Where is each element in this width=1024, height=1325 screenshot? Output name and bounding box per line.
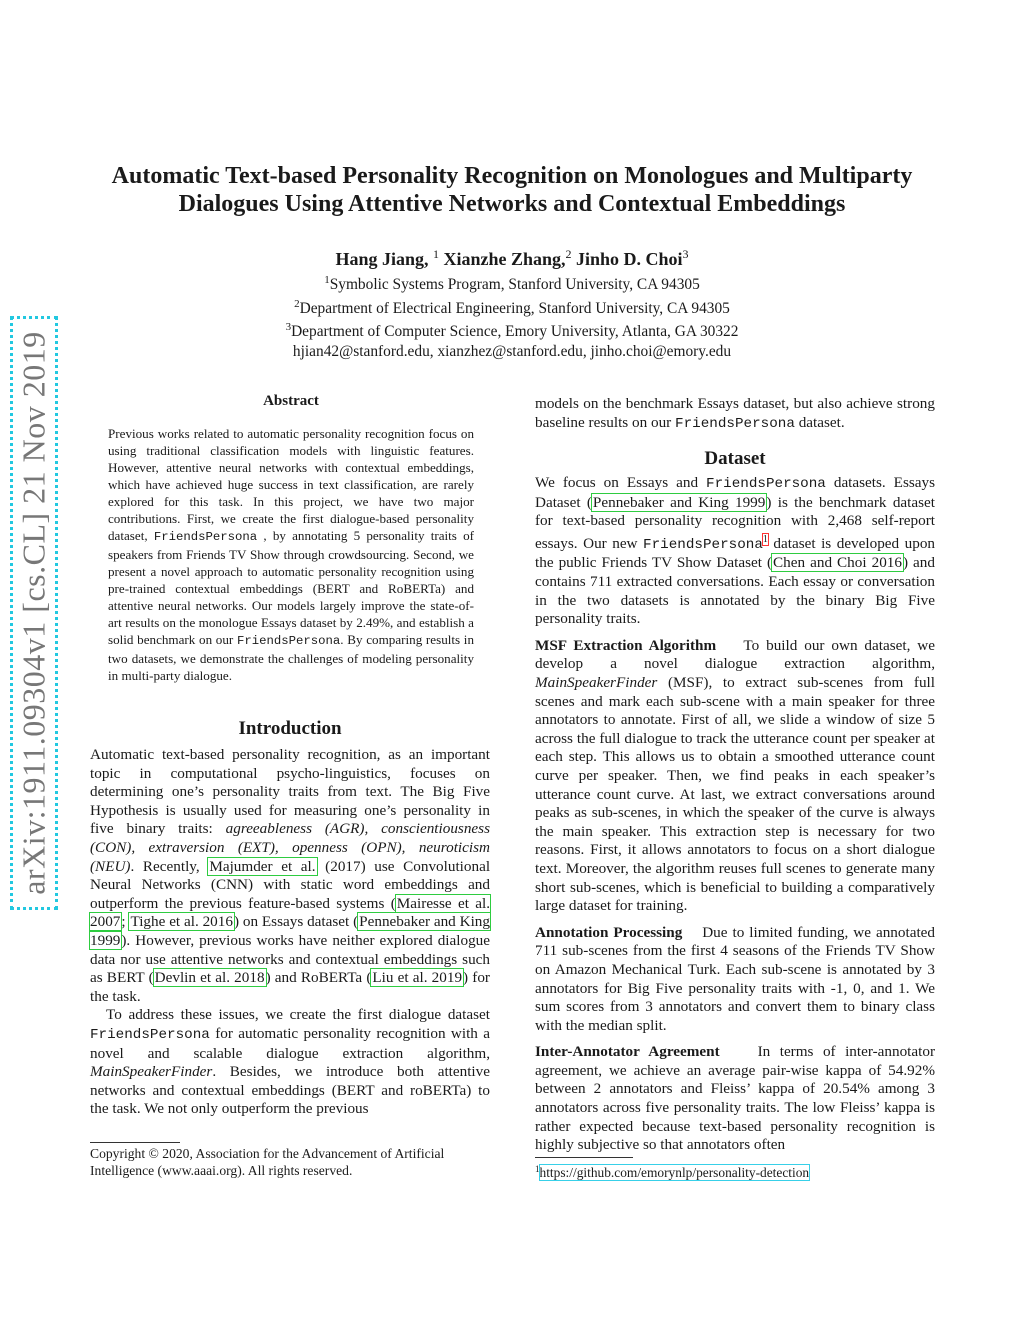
citation-chen[interactable]: Chen and Choi 2016	[773, 554, 902, 572]
dataset-name-2: FriendsPersona	[643, 536, 763, 553]
intro-text-2c: . Besides, we introduce both attentive networks and contextual embeddings (BERT and roBERTa) to the task. We not only outperform the previous	[90, 1063, 490, 1118]
citation-tighe[interactable]: Tighe et al. 2016	[130, 913, 233, 931]
citation-devlin[interactable]: Devlin et al. 2018	[154, 969, 265, 987]
annotation-text: Due to limited funding, we annotated 711 sub-scenes from the first 4 seasons of the Friends TV Show on Amazon Mechanical Turk. Each sub-scene is annotated by 3 annotators for Big Five personality traits with -1, 0, and 1. We sum scores from 3 annotators and convert them to binary class with the median split.	[535, 923, 936, 1034]
affiliation-2-sup: 2	[294, 297, 300, 310]
author-block	[100, 242, 924, 361]
dataset-text-a: We focus on Essays and	[535, 474, 699, 491]
intro-algo-name: MainSpeakerFinder	[90, 1063, 213, 1081]
author-3-sup: 3	[682, 247, 689, 261]
dataset-paragraph	[535, 474, 935, 629]
intro-text-1b: . Recently,	[130, 857, 200, 875]
author-3: Jinho D. Choi	[576, 249, 683, 269]
citation-majumder[interactable]: Majumder et al.	[209, 857, 316, 875]
intro-cont-b: dataset.	[798, 413, 845, 431]
annotation-paragraph	[535, 924, 935, 1036]
intro-text-1g: ) and RoBERTa (	[265, 969, 372, 987]
dataset-text-b: datasets. Essays Dataset (	[535, 474, 936, 511]
copyright-symbol: ©	[148, 1146, 159, 1161]
intro-text-1a: Automatic text-based personality recognition, as an important topic in computational psycho-linguistics, focuses on determining one’s personality traits from text. The Big Five Hypothesis is usually used for measuring one’s personality in five binary traits:	[90, 746, 490, 838]
abstract-body	[108, 425, 474, 684]
intro-text-1f: ). However, previous works have neither explored dialogue data nor use attentive networks and contextual embeddings such as BERT (	[90, 931, 490, 987]
dataset-text-e: ) and contains 711 extracted conversations. Each essay or conversation in the two datasets is annotated by the binary Big Five personality traits.	[535, 554, 935, 628]
intro-text-1d: ;	[121, 913, 126, 931]
affiliation-3-sup: 3	[285, 321, 292, 334]
intro-traits: agreeableness (AGR), conscientiousness (CON), extraversion (EXT), openness (OPN), neuroticism (NEU)	[90, 820, 490, 875]
copyright-rule	[90, 1142, 180, 1143]
abstract-text-2: , by annotating 5 personality traits of speakers from Friends TV Show through crowdsourcing. Second, we present a novel approach to automatic personality recognition using pre-trained contextual embeddings (BERT and RoBERTa) and attentive neural networks. Our models largely improve the state-of-art results on the monologue Essays dataset by 2.49%, and establish a solid benchmark on our	[108, 528, 474, 647]
intro-text-1h: ) for the task.	[90, 969, 490, 1005]
copyright-text-b: 2020, Association for the Advancement of Artificial Intelligence (www.aaai.org). All rights reserved.	[90, 1146, 445, 1178]
introduction-heading: Introduction	[238, 718, 342, 739]
abstract-text-3: . By comparing results in two datasets, we demonstrate the challenges of modeling personality in multi-party dialogue.	[108, 632, 474, 683]
dataset-text-c: ) is the benchmark dataset for text-based personality recognition with 2,468 self-report essays. Our new	[535, 493, 935, 552]
footnote-url-link[interactable]: https://github.com/emorynlp/personality-detection	[539, 1165, 810, 1181]
citation-mairesse[interactable]: Mairesse et al. 2007	[90, 894, 491, 931]
intro-cont-dataset: FriendsPersona	[675, 415, 795, 432]
intro-paragraph-2	[90, 1006, 490, 1119]
arxiv-stamp[interactable]	[10, 316, 58, 910]
dataset-name: FriendsPersona	[706, 476, 826, 492]
inter-annotator-text: In terms of inter-annotator agreement, we achieve an average pair-wise kappa of 54.92% between 2 annotators and Fleiss’ kappa of 20.54% among 3 annotators across five personality traits. The low Fleiss’ kappa is rather expected because text-based personality recognition is highly subjective so that annotators often	[535, 1043, 936, 1154]
affiliation-1	[100, 271, 924, 295]
abstract-heading: Abstract	[263, 393, 319, 409]
intro-dataset-name: FriendsPersona	[90, 1026, 210, 1043]
footnote-mark-link[interactable]: 1	[762, 533, 768, 545]
copyright-text-a: Copyright	[90, 1146, 146, 1161]
intro-text-1e: ) on Essays dataset (	[233, 913, 359, 931]
title-line-1: Automatic Text-based Personality Recognition on Monologues and Multiparty	[111, 163, 913, 189]
affiliation-2-text: Department of Electrical Engineering, Stanford University, CA 94305	[299, 299, 730, 317]
msf-algo-name: MainSpeakerFinder	[535, 674, 658, 691]
author-2-sup: 2	[565, 247, 572, 261]
dataset-text-d: dataset is developed upon the public Friends TV Show Dataset (	[535, 534, 936, 572]
footnote-mark: 1	[535, 1164, 540, 1174]
intro-cont-a: models on the benchmark Essays dataset, but also achieve strong baseline results on our	[535, 395, 935, 431]
author-1: Hang Jiang,	[335, 249, 429, 269]
affiliation-3-text: Department of Computer Science, Emory University, Atlanta, GA 30322	[291, 323, 739, 341]
dataset-body	[535, 474, 935, 1163]
citation-liu[interactable]: Liu et al. 2019	[372, 969, 463, 987]
affiliation-1-sup: 1	[324, 274, 330, 286]
author-1-sup: 1	[432, 247, 439, 261]
arxiv-stamp-text: arXiv:1911.09304v1 [cs.CL] 21 Nov 2019	[15, 331, 52, 895]
affiliation-3	[100, 318, 924, 342]
msf-text-a: To build our own dataset, we develop a novel dialogue extraction algorithm,	[535, 636, 935, 673]
author-2: Xianzhe Zhang,	[443, 249, 566, 269]
author-names	[100, 242, 924, 271]
intro-text-2b: for automatic personality recognition with a novel and scalable dialogue extraction algorithm,	[90, 1024, 490, 1062]
paper-title	[100, 162, 924, 218]
intro-paragraph-1	[90, 746, 490, 1006]
introduction-body	[90, 746, 490, 1119]
affiliation-2	[100, 295, 924, 319]
intro-text-1c: (2017) use Convolutional Neural Networks (CNN) with static word embeddings and outperform the previous feature-based systems (	[90, 857, 491, 912]
msf-paragraph	[535, 637, 935, 916]
annotation-heading: Annotation Processing	[535, 923, 683, 941]
msf-heading: MSF Extraction Algorithm	[535, 636, 717, 654]
dataset-heading: Dataset	[704, 448, 766, 469]
intro-continuation	[535, 395, 935, 433]
footnote-rule	[535, 1157, 633, 1158]
citation-pennebaker[interactable]: Pennebaker and King 1999	[90, 913, 490, 949]
intro-text-2a: To address these issues, we create the first dialogue dataset	[106, 1006, 490, 1024]
inter-annotator-paragraph	[535, 1043, 935, 1155]
abstract-dataset-name-2: FriendsPersona	[236, 634, 341, 648]
affiliation-1-text: Symbolic Systems Program, Stanford University, CA 94305	[329, 276, 700, 294]
abstract-text-1: Previous works related to automatic personality recognition focus on using traditional classification models with linguistic features. However, attentive neural networks with contextual embeddings, which have achieved huge success in text classification, are rarely explored for this task. In this project, we have two major contributions. First, we create the first dialogue-based personality dataset,	[108, 426, 474, 543]
title-line-2: Dialogues Using Attentive Networks and Contextual Embeddings	[178, 191, 846, 217]
copyright-notice	[90, 1145, 490, 1179]
inter-annotator-heading: Inter-Annotator Agreement	[535, 1043, 720, 1061]
msf-text-b: (MSF), to extract sub-scenes from full scenes and mark each sub-scene with a main speaker for three annotators to annotate. First of all, we slide a window of size 5 across the full dialogue to track the utterance count per speaker at each step. This allows us to obtain a smoothed utterance count curve per speaker. Then, we find peaks in each speaker’s utterance count curve. At last, we extract conversations around peaks as sub-scenes, in which the speaker of the curve is always the main speaker. This extraction step is necessary for two reasons. First, it allows annotators to focus on a short dialogue text. Moreover, the algorithm reuses full scenes to generate many short sub-scenes, which is beneficial to building a comparatively large dataset for training.	[535, 674, 935, 915]
citation-pennebaker-2[interactable]: Pennebaker and King 1999	[592, 493, 766, 511]
abstract-dataset-name: FriendsPersona	[153, 530, 258, 544]
author-emails: hjian42@stanford.edu, xianzhez@stanford.edu, jinho.choi@emory.edu	[292, 342, 732, 360]
footnote	[535, 1160, 935, 1182]
